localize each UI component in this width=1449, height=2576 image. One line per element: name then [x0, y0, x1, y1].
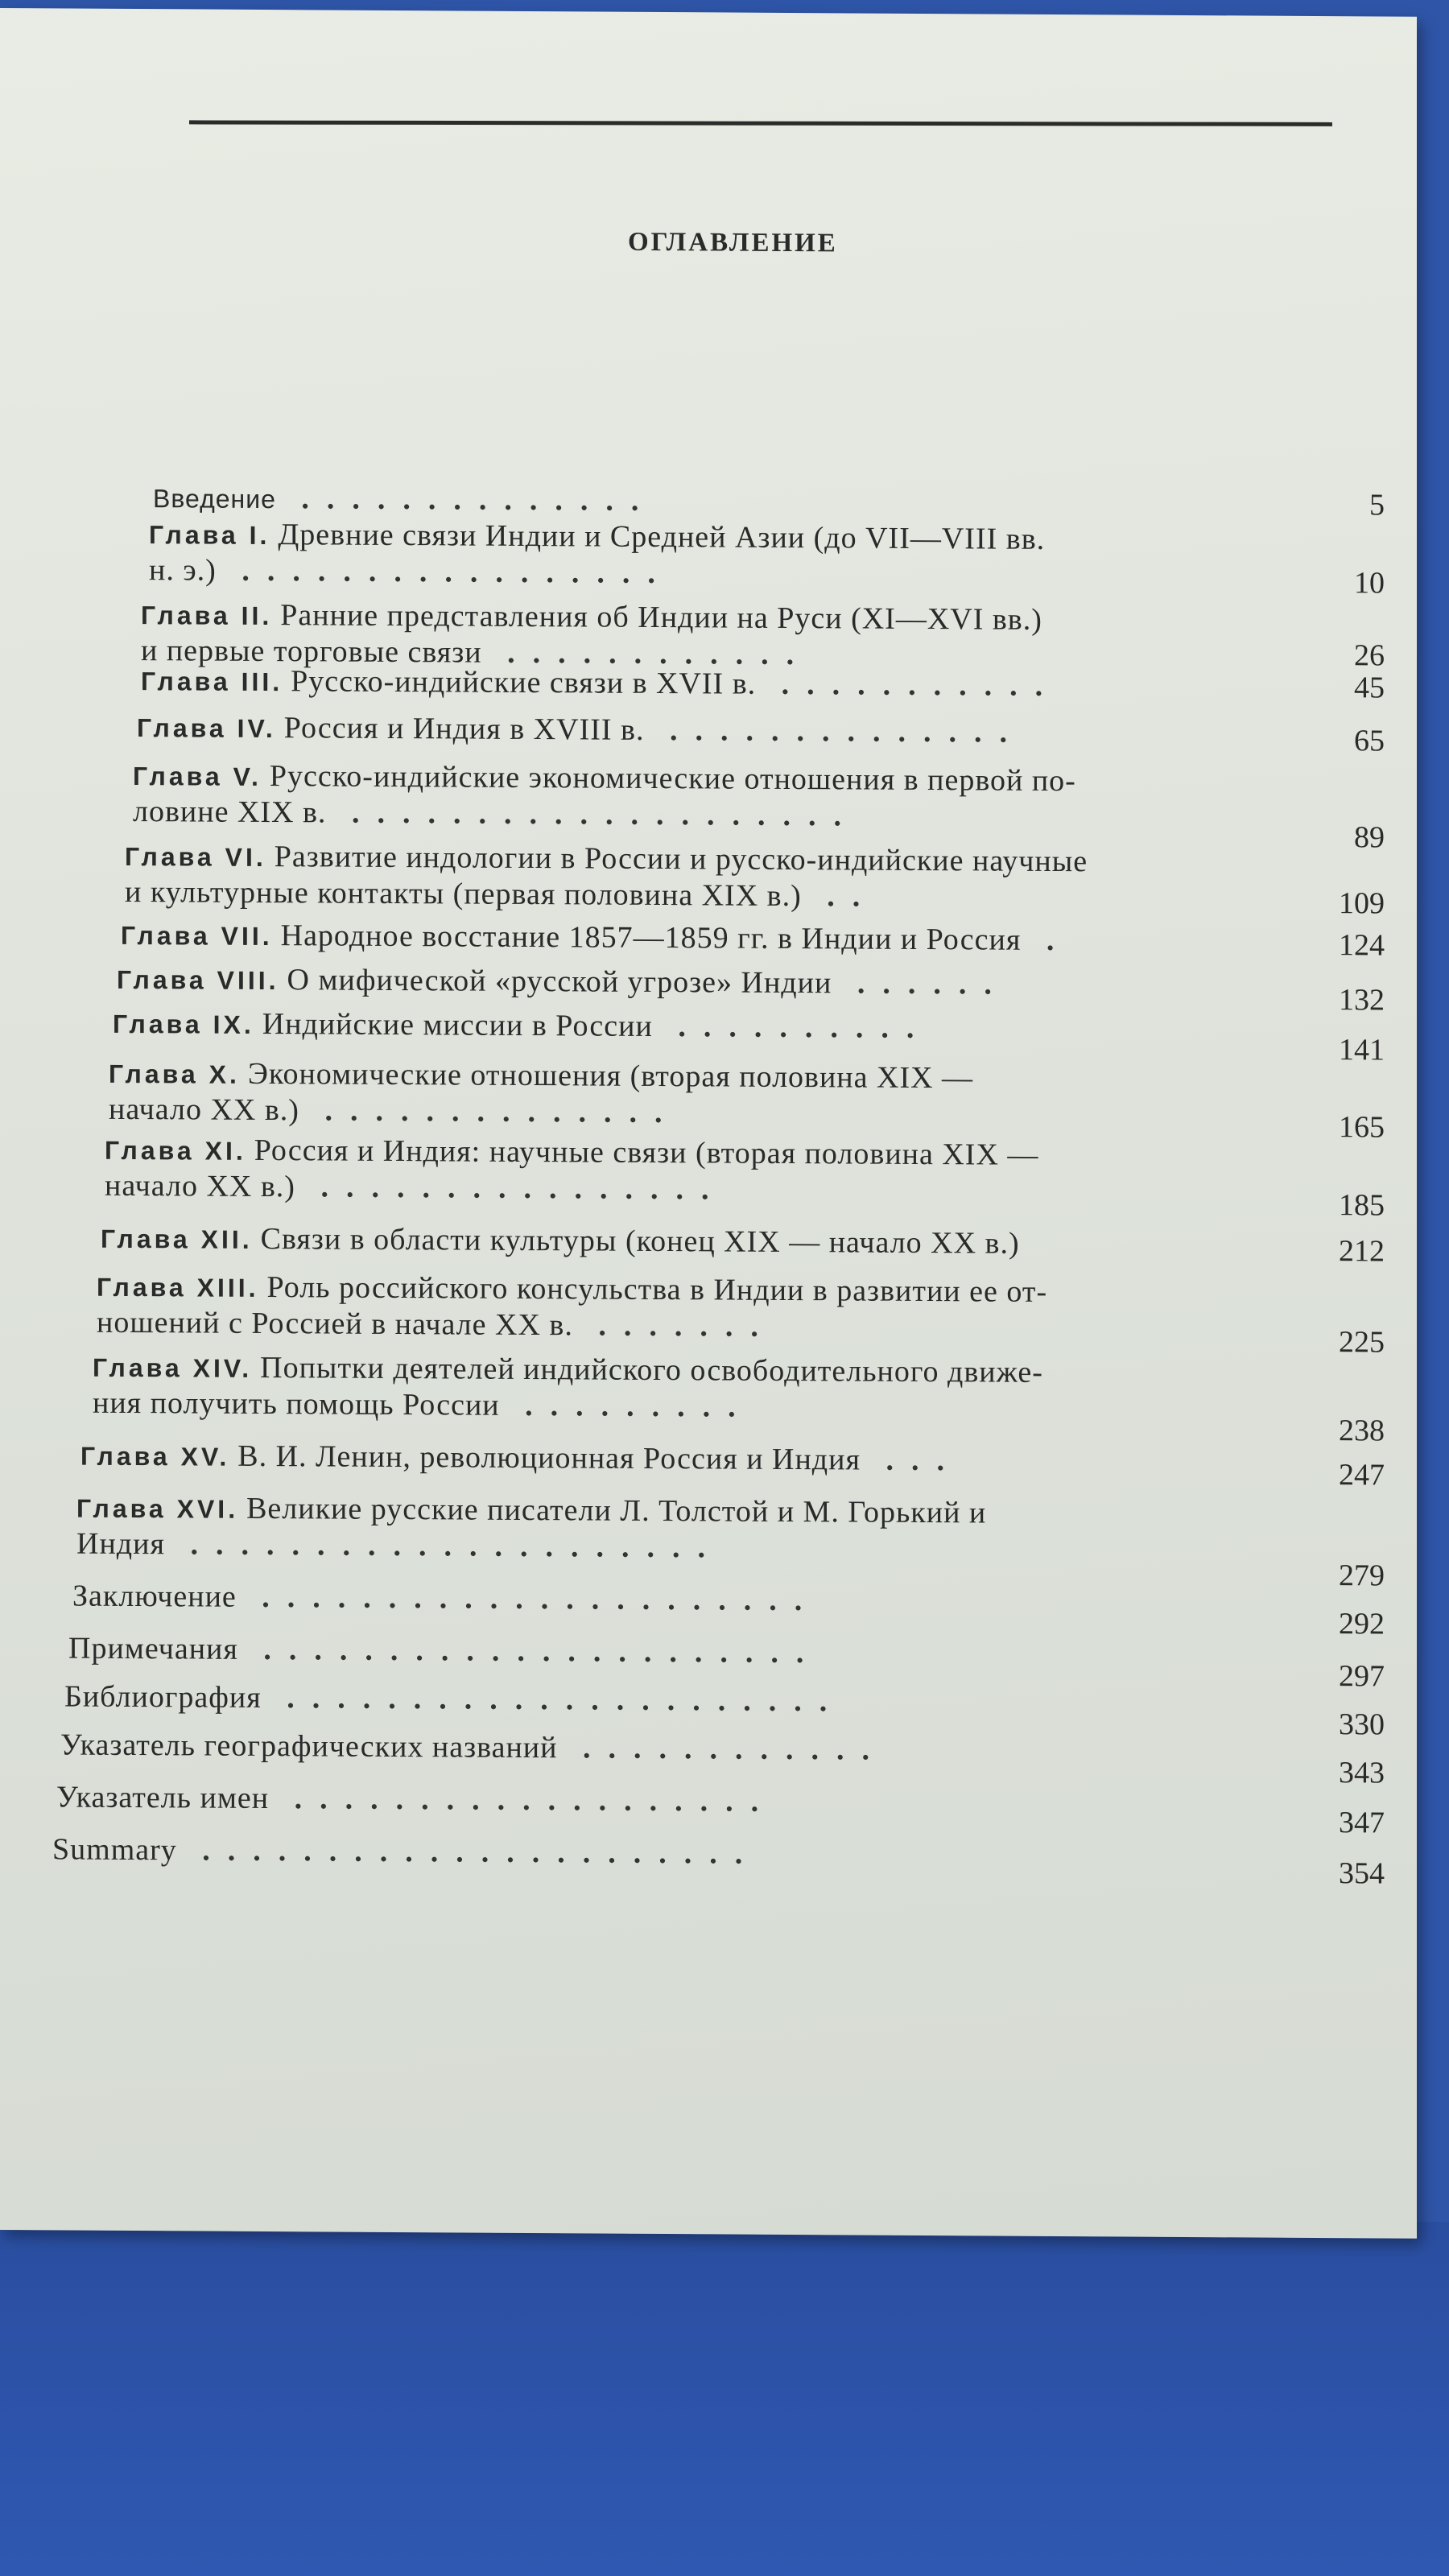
entry-title: Попытки деятелей индийского освободительного движе- [260, 1350, 1043, 1389]
entry-title-line2: и культурные контакты (первая половина XIX в.) [125, 874, 802, 914]
page-number: 141 [1339, 1033, 1385, 1067]
leader-dots: ................ [295, 1170, 727, 1207]
chapter-label: Глава XIII. [97, 1272, 259, 1302]
entry-title-continued [93, 1385, 1043, 1426]
leader-dots: ...................... [176, 1833, 761, 1871]
leader-dots: .............. [644, 712, 1025, 749]
entry-title: Примечания [68, 1631, 238, 1666]
leader-dots: ...... [832, 966, 1009, 1001]
chapter-label: Глава XIV. [93, 1352, 253, 1383]
chapter-label: Глава V. [133, 762, 262, 791]
entry-title: Индийские миссии в России [262, 1006, 653, 1043]
leader-dots: ............ [481, 635, 812, 672]
leader-dots: .. [801, 879, 878, 914]
book-page [0, 8, 1417, 2239]
toc-entry[interactable] [52, 1831, 760, 1871]
entry-title: Народное восстание 1857—1859 гг. в Индии и Россия [280, 919, 1022, 957]
page-number: 132 [1339, 983, 1385, 1018]
chapter-label: Глава IX. [113, 1009, 254, 1039]
entry-title: Россия и Индия: научные связи (вторая половина XIX — [254, 1133, 1039, 1172]
entry-title: Summary [52, 1832, 177, 1868]
page-number: 212 [1339, 1234, 1385, 1269]
page-number: 238 [1339, 1414, 1385, 1448]
page-number: 5 [1369, 488, 1385, 522]
entry-title: Указатель имен [56, 1780, 270, 1816]
leader-dots: ...................... [236, 1579, 820, 1618]
leader-dots: ................... [269, 1781, 777, 1818]
leader-dots: . [1021, 923, 1072, 958]
entry-title: Роль российского консульства в Индии в развитии ее от- [266, 1270, 1048, 1309]
entry-title-line2: н. э.) [149, 553, 217, 588]
leader-dots: .......... [652, 1009, 932, 1046]
entry-title: Русско-индийские связи в XVII в. [291, 664, 757, 701]
toc-entry[interactable] [125, 838, 1088, 915]
entry-title-line2: начало XX в.) [105, 1168, 295, 1204]
page-number: 10 [1354, 566, 1385, 601]
entry-title: Развитие индологии в России и русско-индийские научные [274, 840, 1088, 879]
entry-title-line2: Индия [76, 1526, 165, 1562]
leader-dots: ...................... [261, 1680, 845, 1719]
page-number: 343 [1339, 1756, 1385, 1790]
entry-title-line2: начало XX в.) [109, 1092, 299, 1128]
chapter-label: Глава I. [149, 520, 270, 551]
toc-entry[interactable] [153, 480, 656, 519]
toc-entry[interactable] [117, 961, 1009, 1003]
leader-dots: ........... [756, 667, 1061, 704]
entry-title: В. И. Ленин, революционная Россия и Индия [237, 1439, 861, 1477]
leader-dots: ..................... [164, 1527, 723, 1565]
entry-title: Указатель географических названий [60, 1728, 558, 1765]
entry-title-continued [133, 794, 1076, 835]
entry-title-line2: и первые торговые связи [141, 634, 482, 670]
page-number: 330 [1339, 1707, 1385, 1742]
chapter-label: Глава XV. [80, 1441, 230, 1472]
leader-dots: ............ [557, 1731, 887, 1767]
page-number: 165 [1339, 1110, 1385, 1145]
page-number: 225 [1339, 1325, 1385, 1360]
toc-entry[interactable] [80, 1438, 962, 1480]
page-number: 26 [1354, 638, 1385, 673]
toc-entry[interactable] [76, 1490, 986, 1567]
leader-dots: .............. [275, 481, 657, 518]
entry-title-continued [97, 1305, 1047, 1346]
page-number: 347 [1339, 1806, 1385, 1840]
toc-entry[interactable] [121, 917, 1071, 959]
entry-title-continued [76, 1526, 986, 1567]
table-surface [0, 2222, 1449, 2576]
toc-entry[interactable] [68, 1631, 821, 1671]
entry-title: О мифической «русской угрозе» Индии [287, 963, 832, 1001]
toc-entry[interactable] [137, 709, 1025, 751]
entry-title-continued [105, 1168, 1038, 1209]
chapter-label: Глава X. [109, 1059, 240, 1089]
chapter-label: Глава XII. [101, 1224, 253, 1254]
entry-title: Древние связи Индии и Средней Азии (до VII—VIII вв. [278, 518, 1046, 556]
entry-title-continued [149, 552, 1045, 593]
toc-entry[interactable] [133, 758, 1076, 835]
page-number: 354 [1339, 1856, 1385, 1891]
page-number: 65 [1354, 724, 1385, 758]
toc-entry[interactable] [141, 597, 1042, 674]
toc-entry[interactable] [113, 1005, 931, 1046]
entry-title: Библиография [64, 1679, 262, 1715]
leader-dots: ...................... [237, 1632, 822, 1670]
chapter-label: Глава II. [141, 601, 273, 631]
leader-dots: ... [860, 1443, 962, 1478]
page-number: 89 [1354, 820, 1385, 855]
entry-title: Россия и Индия в XVIII в. [283, 711, 645, 747]
toc-entry[interactable] [101, 1220, 1020, 1262]
leader-dots: ....... [572, 1308, 776, 1344]
toc-entry[interactable] [64, 1678, 844, 1719]
toc-entry[interactable] [149, 516, 1045, 593]
page-number: 297 [1339, 1659, 1385, 1694]
entry-title: Связи в области культуры (конец XIX — начало XX в.) [260, 1221, 1020, 1261]
table-of-contents [0, 8, 1417, 2239]
chapter-label: Глава VIII. [117, 964, 279, 996]
leader-dots: .............. [299, 1093, 680, 1130]
page-number: 279 [1339, 1558, 1385, 1593]
toc-entry[interactable] [60, 1727, 887, 1767]
entry-title: Экономические отношения (вторая половина XIX — [247, 1056, 974, 1096]
page-number: 292 [1339, 1607, 1385, 1641]
chapter-label: Глава VI. [125, 841, 266, 873]
entry-title: Введение [153, 484, 276, 514]
entry-title: Русско-индийские экономические отношения в первой по- [269, 759, 1076, 799]
toc-entry[interactable] [109, 1055, 973, 1133]
toc-entry[interactable] [141, 663, 1060, 704]
chapter-label: Глава XI. [105, 1135, 246, 1166]
entry-title: Заключение [72, 1579, 237, 1614]
chapter-label: Глава XVI. [76, 1493, 239, 1524]
page-number: 124 [1339, 928, 1385, 963]
entry-title-line2: ния получить помощь России [93, 1385, 500, 1422]
page-number: 109 [1339, 886, 1385, 921]
leader-dots: ................. [216, 553, 673, 591]
toc-entry[interactable] [56, 1779, 776, 1818]
entry-title: Великие русские писатели Л. Толстой и М. Горький и [246, 1491, 987, 1530]
leader-dots: ......... [499, 1388, 753, 1424]
chapter-label: Глава III. [141, 667, 283, 697]
page-title: ОГЛАВЛЕНИЕ [628, 227, 838, 258]
leader-dots: .................... [326, 795, 859, 833]
toc-entry[interactable] [97, 1269, 1047, 1346]
entry-title: Ранние представления об Индии на Руси (XI—XVI вв.) [280, 598, 1042, 637]
toc-entry[interactable] [105, 1132, 1038, 1209]
chapter-label: Глава VII. [121, 920, 273, 952]
entry-title-line2: ловине XIX в. [133, 795, 327, 830]
chapter-label: Глава IV. [137, 713, 276, 744]
page-number: 185 [1339, 1188, 1385, 1223]
entry-title-continued [125, 874, 1088, 915]
toc-entry[interactable] [72, 1579, 819, 1619]
entry-title-line2: ношений с Россией в начале XX в. [97, 1305, 573, 1343]
entry-title-continued [109, 1092, 973, 1133]
toc-entry[interactable] [93, 1349, 1043, 1426]
page-number: 45 [1354, 671, 1385, 705]
page-number: 247 [1339, 1458, 1385, 1492]
